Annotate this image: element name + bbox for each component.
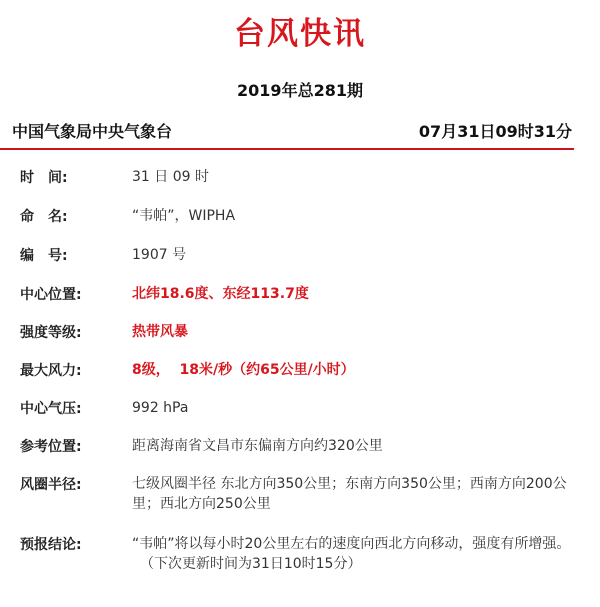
header-divider — [0, 148, 574, 150]
row-label: 时 间: — [20, 170, 68, 186]
row-value: 七级风圈半径 东北方向350公里；东南方向350公里；西南方向200公里；西北方向250公里 — [132, 476, 567, 512]
row-value: 1907 号 — [132, 247, 187, 263]
agency-name: 中国气象局中央气象台 — [12, 122, 173, 141]
row-value — [132, 534, 572, 574]
bulletin-title: 台风快讯 — [234, 16, 366, 52]
row-value: 热带风暴 — [132, 324, 188, 340]
next-update-note: （下次更新时间为31日10时15分） — [140, 556, 362, 572]
row-label: 预报结论: — [20, 537, 82, 553]
row-value: 31 日 09 时 — [132, 169, 209, 185]
row-label: 中心位置: — [20, 287, 82, 303]
row-value: 992 hPa — [132, 400, 189, 416]
forecast-text: “韦帕”将以每小时20公里左右的速度向西北方向移动，强度有所增强。 — [132, 536, 571, 552]
row-label: 最大风力: — [20, 363, 82, 379]
row-label: 编 号: — [20, 248, 68, 264]
row-value: 8级， 18米/秒（约65公里/小时） — [132, 362, 355, 378]
row-label: 风圈半径: — [20, 477, 82, 493]
issue-number: 2019年总281期 — [237, 81, 363, 100]
row-value: 距离海南省文昌市东偏南方向约320公里 — [132, 438, 383, 454]
row-value: 北纬18.6度、东经113.7度 — [132, 286, 309, 302]
row-label: 参考位置: — [20, 439, 82, 455]
row-label: 中心气压: — [20, 401, 82, 417]
row-label: 强度等级: — [20, 325, 82, 341]
row-label: 命 名: — [20, 209, 68, 225]
row-value: “韦帕”，WIPHA — [132, 208, 236, 224]
bulletin-header — [12, 119, 572, 143]
issue-datetime: 07月31日09时31分 — [418, 122, 572, 141]
